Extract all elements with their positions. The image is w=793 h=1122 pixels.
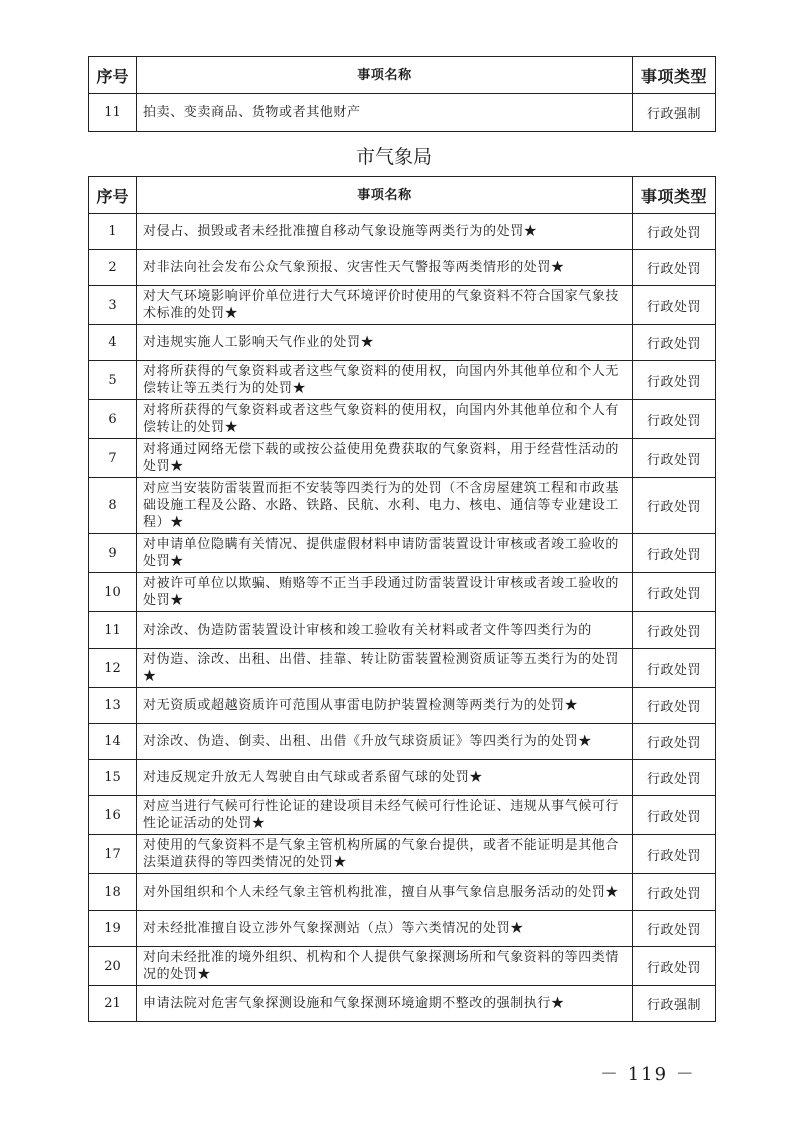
- table-row: [89, 250, 716, 286]
- table-row: [89, 534, 716, 573]
- table-row: [89, 835, 716, 874]
- row-no: 5: [89, 361, 137, 400]
- row-name: 对伪造、涂改、出租、出借、挂靠、转让防雷装置检测资质证等五类行为的处罚★: [137, 649, 633, 688]
- row-no: 16: [89, 796, 137, 835]
- table-row: [89, 688, 716, 724]
- row-name: 对侵占、损毁或者未经批准擅自移动气象设施等两类行为的处罚★: [137, 214, 633, 250]
- table-row: [89, 94, 716, 132]
- row-name: 对无资质或超越资质许可范围从事雷电防护装置检测等两类行为的处罚★: [137, 688, 633, 724]
- row-name: 对大气环境影响评价单位进行大气环境评价时使用的气象资料不符合国家气象技术标准的处罚★: [137, 286, 633, 325]
- row-type: 行政处罚: [633, 760, 716, 796]
- table-row: [89, 796, 716, 835]
- table-row: [89, 986, 716, 1022]
- row-name: 对违规实施人工影响天气作业的处罚★: [137, 325, 633, 361]
- section-title: 市气象局: [355, 146, 432, 168]
- row-no: 1: [89, 214, 137, 250]
- table-row: [89, 760, 716, 796]
- table-row: [89, 724, 716, 760]
- row-type: 行政处罚: [633, 688, 716, 724]
- row-no: 3: [89, 286, 137, 325]
- row-no: 14: [89, 724, 137, 760]
- row-name: 对外国组织和个人未经气象主管机构批准，擅自从事气象信息服务活动的处罚★: [137, 874, 633, 911]
- row-no: 7: [89, 439, 137, 478]
- row-name: 对使用的气象资料不是气象主管机构所属的气象台提供，或者不能证明是其他合法渠道获得的等四类情况的处罚★: [137, 835, 633, 874]
- row-name: 对申请单位隐瞒有关情况、提供虚假材料申请防雷装置设计审核或者竣工验收的处罚★: [137, 534, 633, 573]
- table-meteorological-bureau: [88, 176, 716, 1022]
- row-no: 11: [89, 94, 137, 132]
- page-number: － 119 －: [600, 1064, 696, 1085]
- row-no: 8: [89, 478, 137, 534]
- row-name: 对应当进行气候可行性论证的建设项目未经气候可行性论证、违规从事气候可行性论证活动的处罚★: [137, 796, 633, 835]
- row-name: 对将通过网络无偿下载的或按公益使用免费获取的气象资料，用于经营性活动的处罚★: [137, 439, 633, 478]
- row-name: 对未经批准擅自设立涉外气象探测站（点）等六类情况的处罚★: [137, 911, 633, 947]
- row-type: 行政处罚: [633, 874, 716, 911]
- row-name: 申请法院对危害气象探测设施和气象探测环境逾期不整改的强制执行★: [137, 986, 633, 1022]
- row-no: 2: [89, 250, 137, 286]
- row-type: 行政处罚: [633, 724, 716, 760]
- table-row: [89, 439, 716, 478]
- table-row: [89, 612, 716, 649]
- table-header-row: [89, 57, 716, 94]
- row-no: 15: [89, 760, 137, 796]
- row-no: 6: [89, 400, 137, 439]
- table-row: [89, 400, 716, 439]
- row-no: 17: [89, 835, 137, 874]
- row-name: 对涂改、伪造、倒卖、出租、出借《升放气球资质证》等四类行为的处罚★: [137, 724, 633, 760]
- row-name: 对涂改、伪造防雷装置设计审核和竣工验收有关材料或者文件等四类行为的: [137, 612, 633, 649]
- row-no: 18: [89, 874, 137, 911]
- table-row: [89, 214, 716, 250]
- header-no: 序号: [89, 177, 137, 214]
- row-name: 对违反规定升放无人驾驶自由气球或者系留气球的处罚★: [137, 760, 633, 796]
- row-type: 行政处罚: [633, 835, 716, 874]
- row-type: 行政处罚: [633, 911, 716, 947]
- row-no: 13: [89, 688, 137, 724]
- row-type: 行政处罚: [633, 534, 716, 573]
- header-type: 事项类型: [633, 177, 716, 214]
- row-no: 12: [89, 649, 137, 688]
- row-type: 行政处罚: [633, 612, 716, 649]
- table-row: [89, 573, 716, 612]
- row-no: 11: [89, 612, 137, 649]
- row-name: 对向未经批准的境外组织、机构和个人提供气象探测场所和气象资料的等四类情况的处罚★: [137, 947, 633, 986]
- row-type: 行政处罚: [633, 400, 716, 439]
- row-type: 行政强制: [633, 94, 716, 132]
- header-name: 事项名称: [137, 57, 633, 94]
- row-name: 对应当安装防雷装置而拒不安装等四类行为的处罚（不含房屋建筑工程和市政基础设施工程及公路、水路、铁路、民航、水利、电力、核电、通信等专业建设工程）★: [137, 478, 633, 534]
- row-no: 9: [89, 534, 137, 573]
- table-row: [89, 911, 716, 947]
- table-row: [89, 325, 716, 361]
- row-no: 20: [89, 947, 137, 986]
- row-type: 行政处罚: [633, 361, 716, 400]
- table-row: [89, 478, 716, 534]
- row-type: 行政处罚: [633, 325, 716, 361]
- row-type: 行政处罚: [633, 214, 716, 250]
- row-type: 行政处罚: [633, 573, 716, 612]
- row-no: 10: [89, 573, 137, 612]
- row-type: 行政处罚: [633, 796, 716, 835]
- row-no: 4: [89, 325, 137, 361]
- table-first: [88, 56, 716, 132]
- row-type: 行政处罚: [633, 478, 716, 534]
- row-name: 对将所获得的气象资料或者这些气象资料的使用权，向国内外其他单位和个人有偿转让的处罚★: [137, 400, 633, 439]
- row-name: 对非法向社会发布公众气象预报、灾害性天气警报等两类情形的处罚★: [137, 250, 633, 286]
- header-name: 事项名称: [137, 177, 633, 214]
- row-type: 行政强制: [633, 986, 716, 1022]
- table-row: [89, 649, 716, 688]
- header-type: 事项类型: [633, 57, 716, 94]
- row-name: 对将所获得的气象资料或者这些气象资料的使用权，向国内外其他单位和个人无偿转让等五类行为的处罚★: [137, 361, 633, 400]
- table-header-row: [89, 177, 716, 214]
- row-type: 行政处罚: [633, 947, 716, 986]
- row-type: 行政处罚: [633, 649, 716, 688]
- row-type: 行政处罚: [633, 439, 716, 478]
- table-row: [89, 874, 716, 911]
- row-no: 21: [89, 986, 137, 1022]
- row-name: 对被许可单位以欺骗、贿赂等不正当手段通过防雷装置设计审核或者竣工验收的处罚★: [137, 573, 633, 612]
- row-type: 行政处罚: [633, 286, 716, 325]
- table-row: [89, 947, 716, 986]
- row-type: 行政处罚: [633, 250, 716, 286]
- row-name: 拍卖、变卖商品、货物或者其他财产: [137, 94, 633, 132]
- header-no: 序号: [89, 57, 137, 94]
- table-row: [89, 361, 716, 400]
- table-row: [89, 286, 716, 325]
- row-no: 19: [89, 911, 137, 947]
